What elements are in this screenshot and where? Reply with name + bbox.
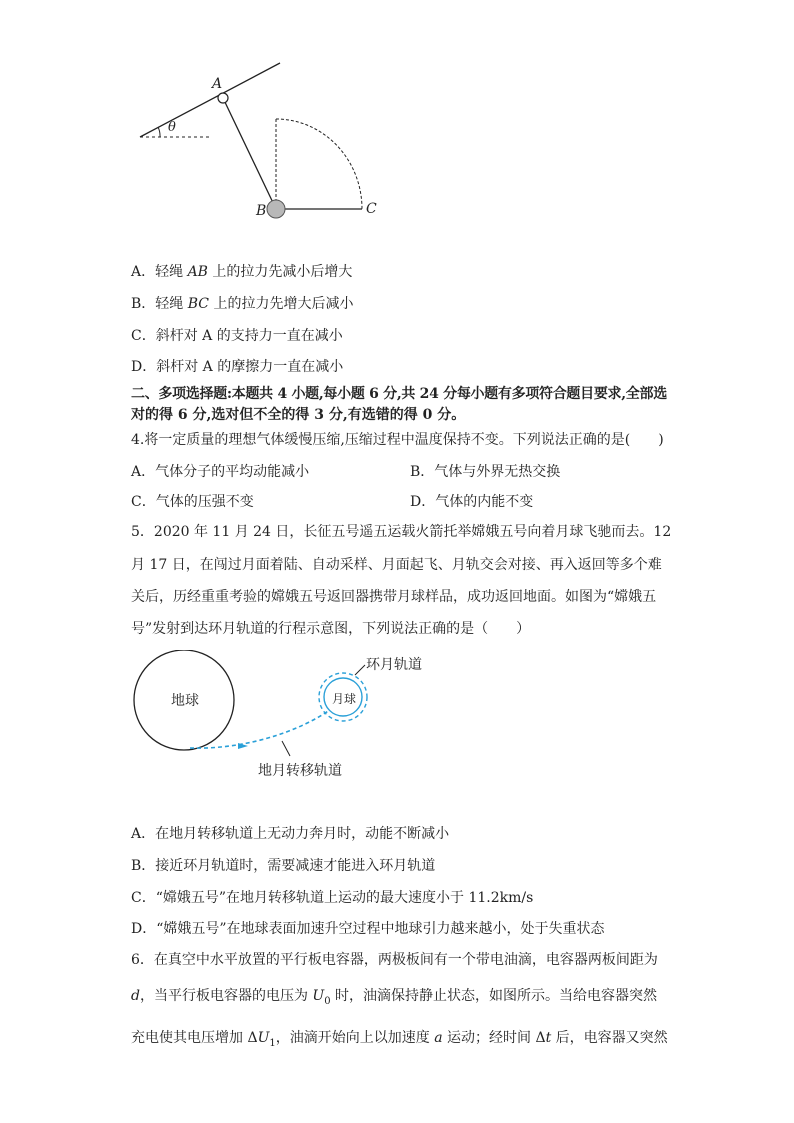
q3-option-c: C．斜杆对 A 的支持力一直在减小 bbox=[131, 328, 343, 344]
q3-option-d: D．斜杆对 A 的摩擦力一直在减小 bbox=[131, 359, 344, 375]
q4-option-b: B．气体与外界无热交换 bbox=[410, 464, 561, 480]
q5-option-d: D．“嫦娥五号”在地球表面加速升空过程中地球引力越来越小，处于失重状态 bbox=[131, 921, 605, 937]
q5-stem-line1: 5．2020 年 11 月 24 日，长征五号遥五运载火箭托举嫦娥五号向着月球飞驰而去。12 bbox=[131, 524, 672, 540]
lunar-orbit-label: 环月轨道 bbox=[366, 657, 422, 673]
label-theta: θ bbox=[168, 120, 176, 135]
q6-line1: 6．在真空中水平放置的平行板电容器，两极板间有一个带电油滴，电容器两板间距为 bbox=[131, 952, 658, 968]
earth-label: 地球 bbox=[171, 693, 199, 709]
q5-stem-line2: 月 17 日，在闯过月面着陆、自动采样、月面起飞、月轨交会对接、再入返回等多个难 bbox=[131, 557, 662, 573]
q4-option-c: C．气体的压强不变 bbox=[131, 494, 254, 510]
q5-option-c: C．“嫦娥五号”在地月转移轨道上运动的最大速度小于 11.2km/s bbox=[131, 890, 534, 906]
q6-line3: 充电使其电压增加 $\Delta U_1$，油滴开始向上以加速度 a 运动；经时间 Δt 后，电容器又突然 bbox=[131, 1030, 668, 1049]
transfer-orbit-label: 地月转移轨道 bbox=[258, 763, 342, 779]
ball-b bbox=[267, 200, 285, 218]
q3-option-b: B．轻绳 BC 上的拉力先增大后减小 bbox=[131, 296, 354, 312]
q4-stem: 4.将一定质量的理想气体缓慢压缩,压缩过程中温度保持不变。下列说法正确的是( ) bbox=[131, 432, 664, 448]
label-a: A bbox=[212, 76, 223, 92]
q6-line2: d，当平行板电容器的电压为 $U_0$ 时，油滴保持静止状态，如图所示。当给电容器突然 bbox=[131, 988, 658, 1007]
q5-stem-line4: 号”发射到达环月轨道的行程示意图，下列说法正确的是（ ） bbox=[131, 621, 531, 637]
rope-ab bbox=[223, 98, 276, 209]
section2-heading-line2: 对的得 6 分,选对但不全的得 3 分,有选错的得 0 分。 bbox=[131, 407, 466, 423]
q3-option-a: A．轻绳 AB 上的拉力先减小后增大 bbox=[131, 264, 353, 280]
q4-option-d: D．气体的内能不变 bbox=[410, 494, 534, 510]
theta-angle-arc bbox=[158, 127, 160, 137]
q4-option-a: A．气体分子的平均动能减小 bbox=[131, 464, 310, 480]
quarter-arc-dashed bbox=[276, 119, 362, 209]
label-b: B bbox=[256, 203, 267, 219]
q5-option-b: B．接近环月轨道时，需要减速才能进入环月轨道 bbox=[131, 858, 436, 874]
label-c: C bbox=[366, 201, 377, 217]
section2-heading-line1: 二、多项选择题:本题共 4 小题,每小题 6 分,共 24 分每小题有多项符合题目要求,全部选 bbox=[131, 386, 667, 402]
q5-option-a: A．在地月转移轨道上无动力奔月时，动能不断减小 bbox=[131, 826, 450, 842]
incline-rod bbox=[140, 63, 280, 137]
lunar-orbit-pointer bbox=[355, 665, 365, 675]
ring-a bbox=[218, 93, 228, 103]
q5-stem-line3: 关后，历经重重考验的嫦娥五号返回器携带月球样品，成功返回地面。如图为“嫦娥五 bbox=[131, 589, 657, 605]
transfer-orbit-pointer bbox=[282, 741, 290, 756]
moon-label: 月球 bbox=[332, 692, 357, 706]
